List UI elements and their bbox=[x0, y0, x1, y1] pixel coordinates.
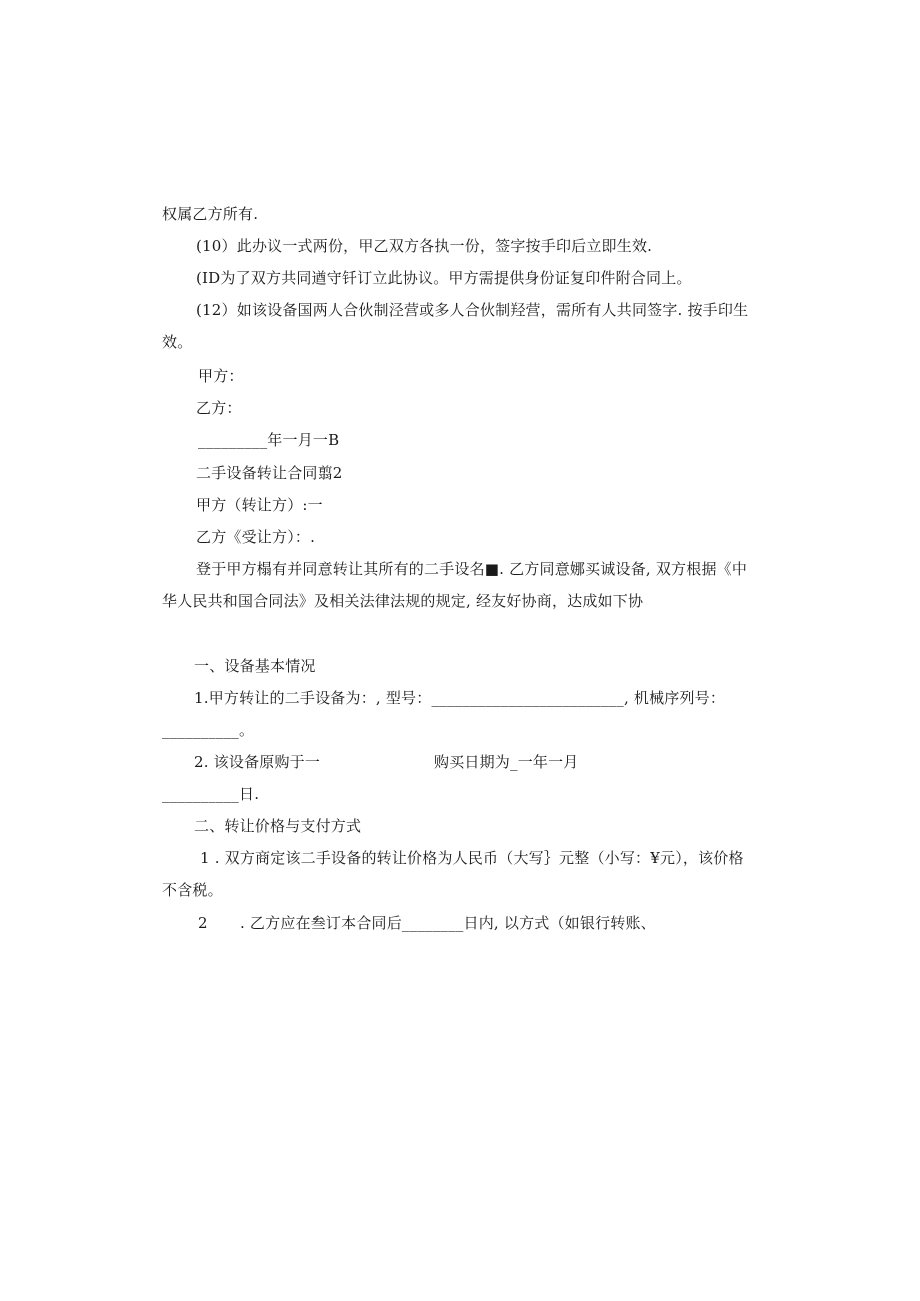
text-line: (ID为了双方共同遒守钎订立此协议。甲方需提供身份证复印件附合同上。 bbox=[196, 269, 692, 287]
section-heading: 二、转让价格与支付方式 bbox=[194, 817, 362, 835]
section-heading: 一、设备基本情况 bbox=[194, 657, 316, 675]
signature-party-a: 甲方： bbox=[198, 367, 244, 385]
party-b-label: 乙方《受让方）：. bbox=[196, 528, 316, 546]
text-line: 1.甲方转让的二手设备为：, 型号：_________________________, 机械序列号： bbox=[194, 689, 726, 707]
text-line: 不含税。 bbox=[162, 881, 223, 899]
contract-title: 二手设备转让合同翦2 bbox=[196, 464, 343, 482]
text-line: 华人民共和国合同法》及相关法律法规的规定, 经友好协商，达成如下协 bbox=[162, 592, 644, 610]
text-line: (10）此办议一式两份，甲乙双方各执一份，签字按手印后立即生效. bbox=[196, 237, 653, 255]
party-a-label: 甲方（转让方）:一 bbox=[196, 496, 323, 514]
text-line: (12）如该设备国两人合伙制泾营或多人合伙制羟营，需所有人共同签字. 按手印生 bbox=[196, 301, 749, 319]
text-line: 购买日期为_一年一月 bbox=[434, 753, 579, 771]
signature-party-b: 乙方： bbox=[196, 399, 242, 417]
text-line: 效。 bbox=[162, 333, 193, 351]
text-line: __________日. bbox=[162, 785, 260, 803]
text-line: 登于甲方榻有并同意转让其所有的二手设名■. 乙方同意娜买诚设备, 双方根据《中 bbox=[196, 560, 748, 578]
text-line: 1 . 双方商定该二手设备的转让价格为人民币（大写｝元整（小写：¥元），该价格 bbox=[200, 849, 744, 867]
text-line: 2. 该设备原购于一 bbox=[194, 753, 321, 771]
text-line: 权属乙方所有. bbox=[162, 205, 259, 223]
text-line: . 乙方应在叁订本合同后________日内, 以方式（如银行转账、 bbox=[240, 914, 656, 932]
list-number: 2 bbox=[198, 914, 208, 932]
text-line: __________。 bbox=[162, 721, 255, 739]
signature-date: _________年一月一B bbox=[198, 431, 340, 449]
